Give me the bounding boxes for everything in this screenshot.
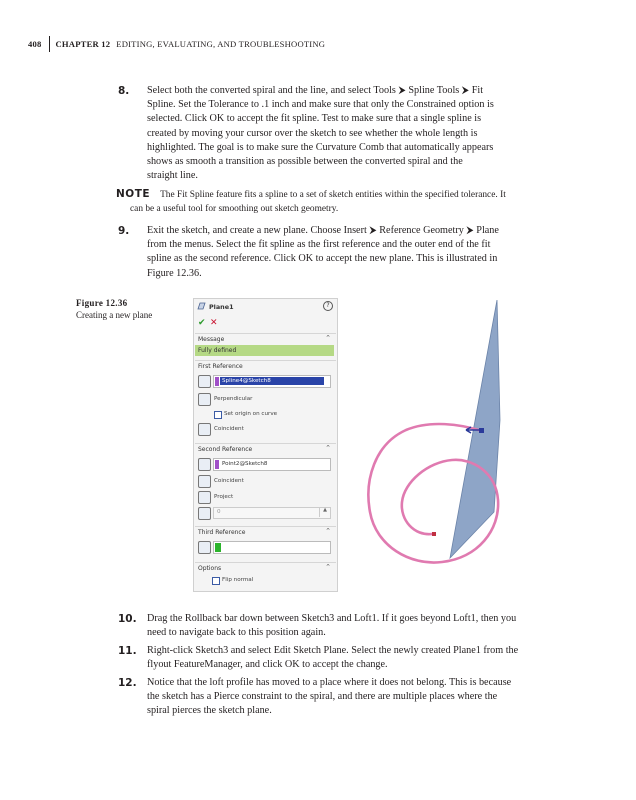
step-text — [147, 676, 574, 719]
graphics-viewport[interactable] — [340, 300, 536, 590]
section-label: First Reference — [198, 363, 243, 370]
step-12 — [118, 676, 574, 719]
step-9 — [118, 224, 574, 281]
chevron-up-icon[interactable]: ⌃ — [325, 334, 331, 342]
figure-caption — [76, 298, 186, 320]
section-label: Options — [198, 565, 222, 572]
step-line: flyout FeatureManager, and click OK to accept the change. — [147, 659, 388, 671]
status-text: Fully defined — [198, 347, 237, 354]
flip-normal-label: Flip normal — [222, 577, 254, 583]
step-line: straight line. — [147, 170, 198, 182]
step-line: spiral pierces the sketch plane. — [147, 705, 272, 717]
distance-icon[interactable] — [198, 507, 211, 520]
perpendicular-icon[interactable] — [198, 393, 211, 406]
step-line: Right-click Sketch3 and select Edit Sketch Plane. Select the newly created Plane1 from the — [147, 645, 519, 656]
option-perpendicular[interactable]: Perpendicular — [214, 396, 253, 402]
color-chip — [215, 460, 219, 469]
step-number: 9. — [118, 225, 130, 237]
panel-header — [194, 299, 337, 313]
set-origin-checkbox[interactable] — [214, 411, 222, 419]
reference-icon[interactable] — [198, 375, 211, 388]
section-label: Message — [198, 336, 225, 343]
help-icon[interactable]: ? — [323, 301, 333, 311]
note-line: The Fit Spline feature fits a spline to a set of sketch entities within the specified tolerance. It — [160, 190, 506, 200]
section-label: Third Reference — [198, 529, 246, 536]
page-number: 408 — [28, 39, 42, 49]
chevron-up-icon[interactable]: ⌃ — [325, 563, 331, 571]
step-line: selected. Click OK to accept the fit spline. Test to make sure that a single spline is — [147, 113, 482, 125]
chapter-title: EDITING, EVALUATING, AND TROUBLESHOOTING — [116, 39, 326, 49]
step-line: shows as smooth a transition as possible between the converted spiral and the — [147, 156, 463, 168]
step-line: spline as the second reference. Click OK to accept the new plane. This is illustrated in — [147, 253, 498, 265]
step-number: 10. — [118, 613, 137, 625]
step-text — [147, 612, 574, 640]
coincident-icon[interactable] — [198, 475, 211, 488]
step-text — [147, 644, 574, 672]
ok-button[interactable]: ✔ — [198, 318, 206, 328]
note-block — [116, 187, 578, 216]
step-line: Spline. Set the Tolerance to .1 inch and make sure that only the Constrained option is — [147, 99, 494, 111]
flip-normal-checkbox[interactable] — [212, 577, 220, 585]
message-section-header[interactable] — [195, 333, 336, 345]
header-divider — [49, 36, 50, 52]
reference-icon[interactable] — [198, 458, 211, 471]
panel-title: Plane1 — [209, 303, 234, 311]
green-indicator — [215, 543, 221, 552]
first-reference-field[interactable] — [213, 375, 331, 388]
plane-icon — [197, 302, 206, 310]
options-section-header[interactable] — [195, 562, 336, 574]
chapter-label: CHAPTER 12 — [55, 39, 111, 49]
first-reference-value: Spline4@Sketch8 — [220, 377, 324, 385]
step-line: Drag the Rollback bar down between Sketch3 and Loft1. If it goes beyond Loft1, then you — [147, 613, 517, 624]
step-text — [147, 84, 574, 183]
start-point[interactable] — [432, 532, 436, 536]
step-line: the sketch has a Pierce constraint to the spiral, and there are multiple places where the — [147, 691, 498, 703]
second-reference-field[interactable] — [213, 458, 331, 471]
plane-property-manager — [193, 298, 338, 592]
step-line: Exit the sketch, and create a new plane. Choose Insert ⮞ Reference Geometry ⮞ Plane — [147, 225, 499, 236]
step-number: 8. — [118, 85, 130, 97]
figure-title: Figure 12.36 — [76, 298, 128, 308]
chevron-up-icon[interactable]: ⌃ — [325, 527, 331, 535]
status-message — [195, 345, 334, 356]
second-reference-value: Point2@Sketch8 — [222, 461, 268, 467]
reference-icon[interactable] — [198, 541, 211, 554]
section-label: Second Reference — [198, 446, 253, 453]
option-coincident[interactable]: Coincident — [214, 426, 244, 432]
step-line: Notice that the loft profile has moved to a place where it does not belong. This is because — [147, 677, 512, 688]
figure-subtitle: Creating a new plane — [76, 310, 153, 320]
first-reference-section-header[interactable] — [195, 360, 336, 372]
step-line: Figure 12.36. — [147, 267, 202, 279]
step-line: created by moving your cursor over the sketch to see whether the whole length is — [147, 127, 478, 139]
step-line: need to navigate back to this position again. — [147, 627, 326, 639]
option-project[interactable]: Project — [214, 494, 234, 500]
second-reference-section-header[interactable] — [195, 443, 336, 455]
step-number: 12. — [118, 677, 137, 689]
coincident-icon[interactable] — [198, 423, 211, 436]
option-coincident[interactable]: Coincident — [214, 478, 244, 484]
step-number: 11. — [118, 645, 137, 657]
set-origin-label: Set origin on curve — [224, 411, 278, 417]
distance-value: 0 — [217, 509, 221, 515]
chevron-up-icon[interactable]: ⌃ — [325, 444, 331, 452]
distance-field[interactable] — [213, 507, 331, 519]
note-line: can be a useful tool for smoothing out sketch geometry. — [130, 204, 339, 214]
step-line: from the menus. Select the fit spline as the first reference and the outer end of the fit — [147, 239, 491, 251]
step-line: highlighted. The goal is to make sure the Curvature Comb that automatically appears — [147, 141, 494, 153]
note-label: NOTE — [116, 188, 151, 200]
step-10 — [118, 612, 574, 640]
third-reference-field[interactable] — [213, 541, 331, 554]
running-header — [28, 36, 325, 52]
cancel-button[interactable]: ✕ — [210, 318, 218, 328]
color-chip — [215, 377, 219, 386]
step-line: Select both the converted spiral and the line, and select Tools ⮞ Spline Tools ⮞ Fit — [147, 85, 484, 96]
step-8 — [118, 84, 574, 183]
spinner-icon[interactable]: ▲ — [319, 507, 330, 517]
step-text — [147, 224, 574, 281]
project-icon[interactable] — [198, 491, 211, 504]
step-11 — [118, 644, 574, 672]
third-reference-section-header[interactable] — [195, 526, 336, 538]
